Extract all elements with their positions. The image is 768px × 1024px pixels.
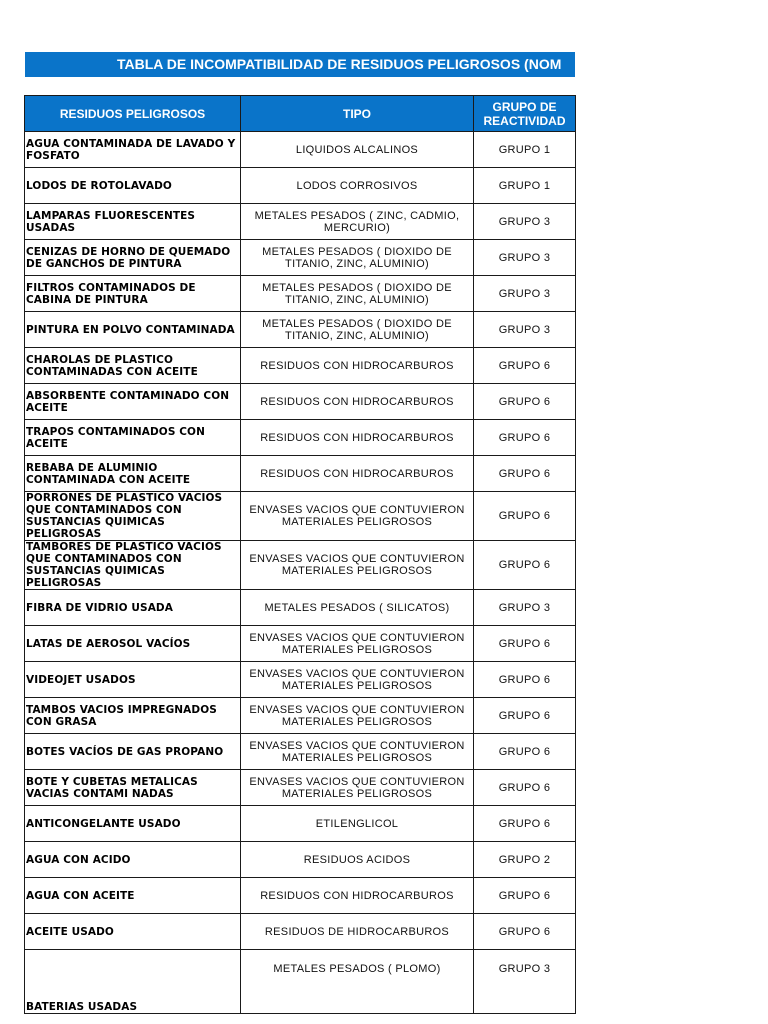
- residuo-cell: BOTES VACÍOS DE GAS PROPANO: [25, 734, 241, 770]
- residuo-cell: PINTURA EN POLVO CONTAMINADA: [25, 312, 241, 348]
- grupo-cell: GRUPO 3: [474, 276, 576, 312]
- tipo-cell: METALES PESADOS ( ZINC, CADMIO, MERCURIO): [241, 204, 474, 240]
- tipo-cell: RESIDUOS CON HIDROCARBUROS: [241, 384, 474, 420]
- tipo-cell: RESIDUOS CON HIDROCARBUROS: [241, 348, 474, 384]
- table-row: [25, 420, 576, 456]
- grupo-cell: GRUPO 3: [474, 950, 576, 1014]
- table-row: [25, 168, 576, 204]
- residuo-cell: FIBRA DE VIDRIO USADA: [25, 590, 241, 626]
- grupo-cell: GRUPO 3: [474, 312, 576, 348]
- tipo-cell: RESIDUOS ACIDOS: [241, 842, 474, 878]
- residuo-cell: CHAROLAS DE PLASTICO CONTAMINADAS CON ACEITE: [25, 348, 241, 384]
- tipo-cell: ENVASES VACIOS QUE CONTUVIERON MATERIALES PELIGROSOS: [241, 770, 474, 806]
- table-body: [25, 132, 576, 1014]
- residuo-cell: AGUA CON ACIDO: [25, 842, 241, 878]
- table-row: [25, 204, 576, 240]
- table-row: [25, 734, 576, 770]
- tipo-cell: METALES PESADOS ( SILICATOS): [241, 590, 474, 626]
- residuo-cell: TAMBORES DE PLASTICO VACIOS QUE CONTAMINADOS CON SUSTANCIAS QUIMICAS PELIGROSAS: [25, 541, 241, 590]
- grupo-cell: GRUPO 6: [474, 878, 576, 914]
- grupo-cell: GRUPO 6: [474, 770, 576, 806]
- table-row: [25, 132, 576, 168]
- tipo-cell: ENVASES VACIOS QUE CONTUVIERON MATERIALES PELIGROSOS: [241, 626, 474, 662]
- table-row: [25, 240, 576, 276]
- grupo-cell: GRUPO 6: [474, 420, 576, 456]
- table-row: [25, 698, 576, 734]
- grupo-cell: GRUPO 6: [474, 698, 576, 734]
- grupo-cell: GRUPO 6: [474, 541, 576, 590]
- residuo-cell: BATERIAS USADAS: [25, 950, 241, 1014]
- grupo-cell: GRUPO 6: [474, 734, 576, 770]
- residuo-cell: CENIZAS DE HORNO DE QUEMADO DE GANCHOS DE PINTURA: [25, 240, 241, 276]
- grupo-cell: GRUPO 6: [474, 626, 576, 662]
- table-row: [25, 806, 576, 842]
- table-row: [25, 662, 576, 698]
- tipo-cell: ENVASES VACIOS QUE CONTUVIERON MATERIALES PELIGROSOS: [241, 541, 474, 590]
- table-row: [25, 276, 576, 312]
- table-row: [25, 590, 576, 626]
- tipo-cell: ENVASES VACIOS QUE CONTUVIERON MATERIALES PELIGROSOS: [241, 662, 474, 698]
- tipo-cell: RESIDUOS DE HIDROCARBUROS: [241, 914, 474, 950]
- residuo-cell: AGUA CON ACEITE: [25, 878, 241, 914]
- tipo-cell: RESIDUOS CON HIDROCARBUROS: [241, 420, 474, 456]
- grupo-cell: GRUPO 1: [474, 168, 576, 204]
- tipo-cell: METALES PESADOS ( DIOXIDO DE TITANIO, ZINC, ALUMINIO): [241, 312, 474, 348]
- table-row: [25, 312, 576, 348]
- tipo-cell: RESIDUOS CON HIDROCARBUROS: [241, 878, 474, 914]
- residuo-cell: LATAS DE AEROSOL VACÍOS: [25, 626, 241, 662]
- table-row: [25, 541, 576, 590]
- residuo-cell: AGUA CONTAMINADA DE LAVADO Y FOSFATO: [25, 132, 241, 168]
- residuo-cell: VIDEOJET USADOS: [25, 662, 241, 698]
- table-row: [25, 878, 576, 914]
- title-banner: [25, 52, 575, 77]
- residuo-cell: LODOS DE ROTOLAVADO: [25, 168, 241, 204]
- tipo-cell: ETILENGLICOL: [241, 806, 474, 842]
- residuo-cell: ACEITE USADO: [25, 914, 241, 950]
- table-row: [25, 492, 576, 541]
- header-grupo: GRUPO DE REACTIVIDAD: [474, 96, 576, 132]
- table-row: [25, 950, 576, 1014]
- grupo-cell: GRUPO 6: [474, 914, 576, 950]
- header-residuos: RESIDUOS PELIGROSOS: [25, 96, 241, 132]
- residuo-cell: LAMPARAS FLUORESCENTES USADAS: [25, 204, 241, 240]
- tipo-cell: LIQUIDOS ALCALINOS: [241, 132, 474, 168]
- residuo-cell: ANTICONGELANTE USADO: [25, 806, 241, 842]
- grupo-cell: GRUPO 6: [474, 492, 576, 541]
- grupo-cell: GRUPO 6: [474, 806, 576, 842]
- residuo-cell: REBABA DE ALUMINIO CONTAMINADA CON ACEITE: [25, 456, 241, 492]
- grupo-cell: GRUPO 6: [474, 662, 576, 698]
- grupo-cell: GRUPO 3: [474, 590, 576, 626]
- tipo-cell: ENVASES VACIOS QUE CONTUVIERON MATERIALES PELIGROSOS: [241, 492, 474, 541]
- grupo-cell: GRUPO 6: [474, 348, 576, 384]
- grupo-cell: GRUPO 6: [474, 384, 576, 420]
- table-container: [24, 95, 576, 1013]
- tipo-cell: ENVASES VACIOS QUE CONTUVIERON MATERIALES PELIGROSOS: [241, 698, 474, 734]
- table-row: [25, 348, 576, 384]
- table-row: [25, 384, 576, 420]
- tipo-cell: ENVASES VACIOS QUE CONTUVIERON MATERIALES PELIGROSOS: [241, 734, 474, 770]
- table-row: [25, 914, 576, 950]
- table-title: TABLA DE INCOMPATIBILIDAD DE RESIDUOS PELIGROSOS (NOM: [117, 56, 562, 72]
- tipo-cell: RESIDUOS CON HIDROCARBUROS: [241, 456, 474, 492]
- residuo-cell: BOTE Y CUBETAS METALICAS VACIAS CONTAMI NADAS: [25, 770, 241, 806]
- incompatibility-table: [24, 95, 576, 1014]
- header-row: [25, 96, 576, 132]
- residuo-cell: TRAPOS CONTAMINADOS CON ACEITE: [25, 420, 241, 456]
- table-row: [25, 770, 576, 806]
- table-row: [25, 626, 576, 662]
- residuo-cell: FILTROS CONTAMINADOS DE CABINA DE PINTURA: [25, 276, 241, 312]
- tipo-cell: METALES PESADOS ( PLOMO): [241, 950, 474, 1014]
- tipo-cell: METALES PESADOS ( DIOXIDO DE TITANIO, ZINC, ALUMINIO): [241, 240, 474, 276]
- residuo-cell: PORRONES DE PLASTICO VACIOS QUE CONTAMINADOS CON SUSTANCIAS QUIMICAS PELIGROSAS: [25, 492, 241, 541]
- tipo-cell: LODOS CORROSIVOS: [241, 168, 474, 204]
- residuo-cell: ABSORBENTE CONTAMINADO CON ACEITE: [25, 384, 241, 420]
- grupo-cell: GRUPO 3: [474, 204, 576, 240]
- grupo-cell: GRUPO 2: [474, 842, 576, 878]
- table-row: [25, 456, 576, 492]
- residuo-cell: TAMBOS VACIOS IMPREGNADOS CON GRASA: [25, 698, 241, 734]
- tipo-cell: METALES PESADOS ( DIOXIDO DE TITANIO, ZINC, ALUMINIO): [241, 276, 474, 312]
- grupo-cell: GRUPO 1: [474, 132, 576, 168]
- grupo-cell: GRUPO 3: [474, 240, 576, 276]
- header-tipo: TIPO: [241, 96, 474, 132]
- grupo-cell: GRUPO 6: [474, 456, 576, 492]
- table-row: [25, 842, 576, 878]
